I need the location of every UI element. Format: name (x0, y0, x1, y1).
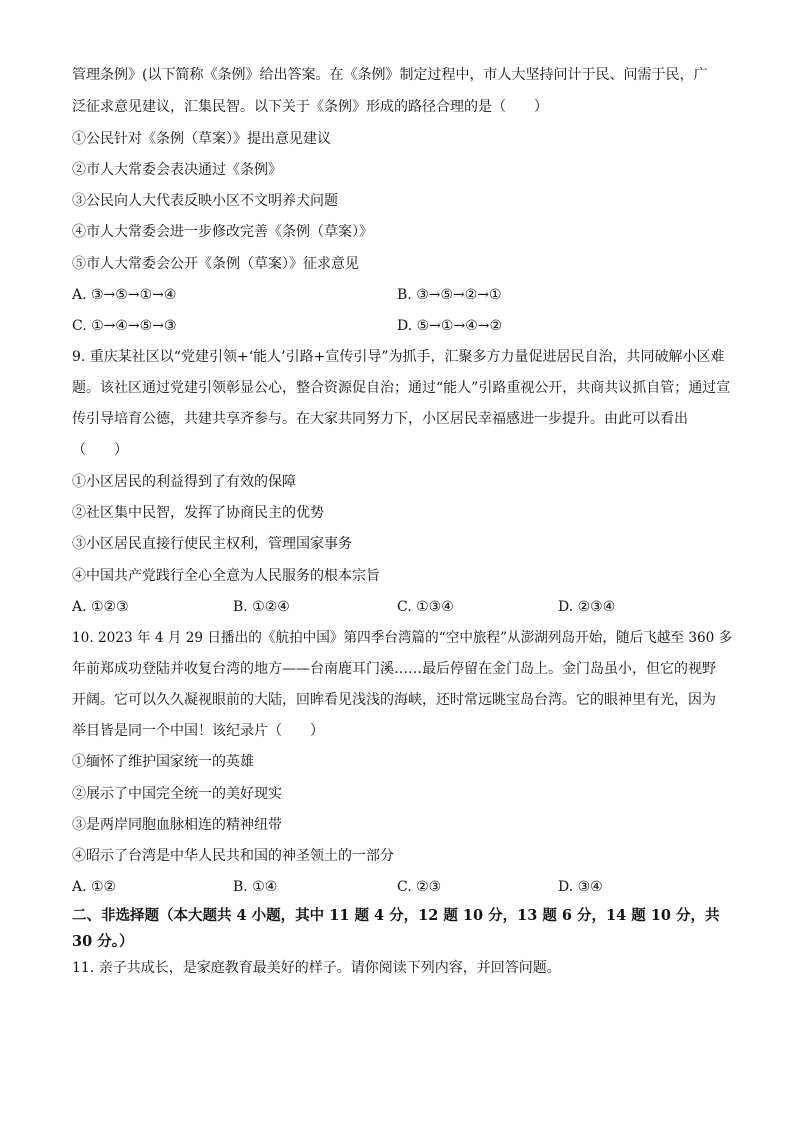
q10-option-c[interactable]: C. ②③ (397, 879, 442, 895)
q9-stem-line-3: 传引导培育公德，共建共享齐参与。在大家共同努力下，小区居民幸福感进一步提升。由此可以看出 (72, 411, 688, 427)
q8-stem-line-1: 管理条例》(以下简称《条例》给出答案。在《条例》制定过程中，市人大坚持问计于民、问需于民，广 (72, 67, 708, 83)
q8-option-a[interactable]: A. ③→⑤→①→④ (72, 287, 177, 303)
q9-stem-line-2: 题。该社区通过党建引领彰显公心，整合资源促自治；通过“能人”引路重视公开，共商共议抓自管；通过宣 (72, 380, 731, 396)
q8-option-c[interactable]: C. ①→④→⑤→③ (72, 318, 177, 334)
q10-option-b[interactable]: B. ①④ (233, 879, 278, 895)
q9-item-3: ③小区居民直接行使民主权利，管理国家事务 (72, 536, 352, 552)
q9-item-1: ①小区居民的利益得到了有效的保障 (72, 474, 296, 490)
q10-item-3: ③是两岸同胞血脉相连的精神纽带 (72, 817, 282, 833)
q10-stem-line-1: 10. 2023 年 4 月 29 日播出的《航拍中国》第四季台湾篇的“空中旅程”从澎湖列岛开始，随后飞越至 360 多 (72, 630, 733, 646)
q9-option-d[interactable]: D. ②③④ (558, 599, 616, 615)
q8-item-3: ③公民向人大代表反映小区不文明养犬问题 (72, 193, 338, 209)
q8-item-5: ⑤市人大常委会公开《条例（草案）》征求意见 (72, 256, 359, 272)
section2-heading-line-2: 30 分。） (72, 933, 134, 950)
q8-stem-line-2: 泛征求意见建议，汇集民智。以下关于《条例》形成的路径合理的是（ ） (72, 99, 548, 115)
q11-stem: 11. 亲子共成长，是家庭教育最美好的样子。请你阅读下列内容，并回答问题。 (72, 960, 561, 976)
q9-stem-line-1: 9. 重庆某社区以“党建引领+‘能人’引路+宣传引导”为抓手，汇聚多方力量促进居民自治，共同破解小区难 (72, 349, 725, 365)
q9-item-2: ②社区集中民智，发挥了协商民主的优势 (72, 505, 324, 521)
q10-item-2: ②展示了中国完全统一的美好现实 (72, 786, 282, 802)
q10-stem-line-2: 年前郑成功登陆并收复台湾的地方——台南鹿耳门溪……最后停留在金门岛上。金门岛虽小，但它的视野 (72, 661, 716, 677)
q10-stem-line-4: 举目皆是同一个中国！该纪录片（ ） (72, 723, 324, 739)
q9-option-a[interactable]: A. ①②③ (72, 599, 129, 615)
q8-item-4: ④市人大常委会进一步修改完善《条例（草案）》 (72, 224, 373, 240)
q10-stem-line-3: 开阔。它可以久久凝视眼前的大陆，回眸看见浅浅的海峡，还时常远眺宝岛台湾。它的眼神里有光，因为 (72, 692, 716, 708)
q8-option-b[interactable]: B. ③→⑤→②→① (397, 287, 502, 303)
q10-item-1: ①缅怀了维护国家统一的英雄 (72, 754, 254, 770)
q9-item-4: ④中国共产党践行全心全意为人民服务的根本宗旨 (72, 568, 380, 584)
q8-option-d[interactable]: D. ⑤→①→④→② (397, 318, 503, 334)
q8-item-1: ①公民针对《条例（草案）》提出意见建议 (72, 131, 331, 147)
q10-option-d[interactable]: D. ③④ (558, 879, 603, 895)
section2-heading-line-1: 二、非选择题（本大题共 4 小题，其中 11 题 4 分，12 题 10 分，13 题 6 分，14 题 10 分，共 (72, 907, 720, 924)
q9-option-c[interactable]: C. ①③④ (397, 599, 454, 615)
q10-option-a[interactable]: A. ①② (72, 879, 117, 895)
q8-item-2: ②市人大常委会表决通过《条例》 (72, 162, 282, 178)
q10-item-4: ④昭示了台湾是中华人民共和国的神圣领土的一部分 (72, 848, 394, 864)
q9-stem-line-4: （ ） (72, 442, 128, 458)
q9-option-b[interactable]: B. ①②④ (233, 599, 290, 615)
